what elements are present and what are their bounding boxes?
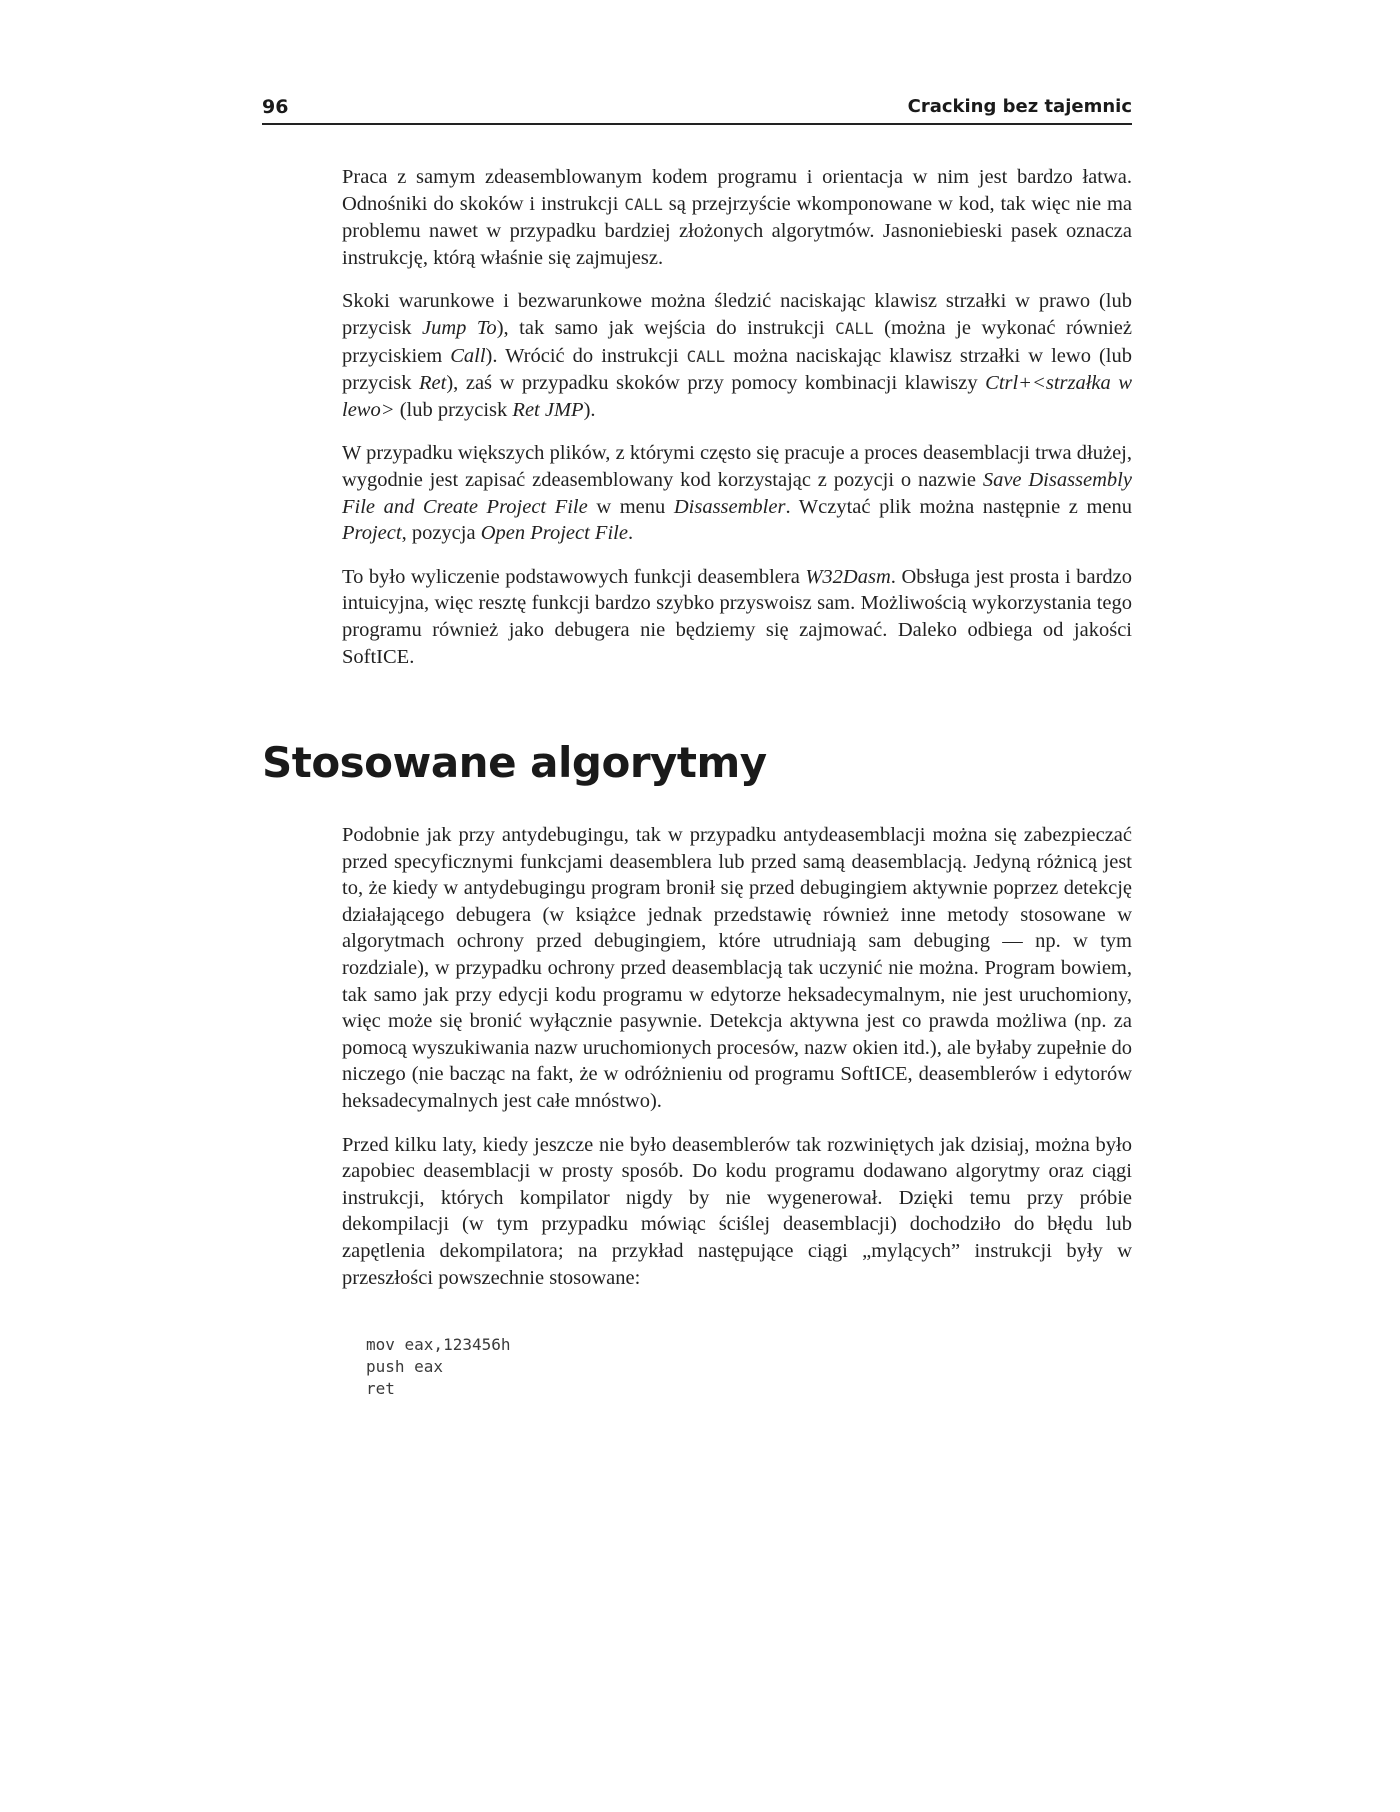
- code-block: [366, 1334, 511, 1400]
- menu-item-save: Save Disassembly File and Create Project File: [342, 468, 1132, 518]
- header-rule: [262, 123, 1132, 125]
- code-line: mov eax,123456h: [366, 1335, 511, 1354]
- section-heading: Stosowane algorytmy: [262, 738, 767, 787]
- program-name-w32dasm: W32Dasm: [805, 565, 891, 588]
- page-number: 96: [262, 96, 289, 118]
- paragraph-antidisassembly: Podobnie jak przy antydebugingu, tak w przypadku antydeasemblacji można się zabezpieczać przed specyficznymi funkcjami deasemblera lub przed samą deasemblacją. Jedyną różnicą jest to, że kiedy w antydebugingu program bronił się przed debugingiem aktywnie poprzez detekcję działającego debugera (w książce jednak przedstawię również inne metody stosowane w algorytmach ochrony przed debugingiem, które utrudniają sam debuging — np. w tym rozdziale), w przypadku ochrony przed deasemblacją tak uczynić nie można. Program bowiem, tak samo jak przy edycji kodu programu w edytorze heksadecymalnym, nie jest uruchomiony, więc może się bronić wyłącznie pasywnie. Detekcja aktywna jest co prawda możliwa (np. za pomocą wyszukiwania nazw uruchomionych procesów, nazw okien itd.), ale byłaby zupełnie do niczego (nie bacząc na fakt, że w odróżnieniu od programu SoftICE, deasemblerów i edytorów heksadecymalnych jest całe mnóstwo).: [342, 824, 1132, 1112]
- code-line: push eax: [366, 1357, 444, 1376]
- button-name-call: Call: [450, 344, 486, 367]
- key-combination: Ctrl+<strzałka w lewo>: [342, 372, 1133, 421]
- section-algorithms-body: [342, 822, 1132, 1308]
- paragraph-jumps: Skoki warunkowe i bezwarunkowe można śledzić naciskając klawisz strzałki w prawo (lub przycisk Jump To), tak samo jak wejścia do instrukcji CALL (można je wykonać również przyciskiem Call). Wrócić do instrukcji CALL można naciskając klawisz strzałki w lewo (lub przycisk Ret), zaś w przypadku skoków przy pomocy kombinacji klawiszy Ctrl+<strzałka w lewo> (lub przycisk Ret JMP).: [342, 290, 1133, 421]
- paragraph-summary: To było wyliczenie podstawowych funkcji deasemblera W32Dasm. Obsługa jest prosta i bardzo intuicyjna, więc resztę funkcji bardzo szybko przyswoisz sam. Możliwością wykorzystania tego programu również jako debugera nie będziemy się zajmować. Daleko odbiega od jakości SoftICE.: [342, 565, 1132, 668]
- running-title: Cracking bez tajemnic: [907, 96, 1132, 117]
- paragraph-save-project: W przypadku większych plików, z którymi często się pracuje a proces deasemblacji trwa dłużej, wygodnie jest zapisać zdeasemblowany kod korzystając z pozycji o nazwie Save Disassembly File and Create Project File w menu Disassembler. Wczytać plik można następnie z menu Project, pozycja Open Project File.: [342, 442, 1132, 545]
- paragraph-history: Przed kilku laty, kiedy jeszcze nie było deasemblerów tak rozwiniętych jak dzisiaj, można było zapobiec deasemblacji w prosty sposób. Do kodu programu dodawano algorytmy oraz ciągi instrukcji, których kompilator nigdy by nie wygenerował. Dzięki temu przy próbie dekompilacji (w tym przypadku mówiąc ściślej deasemblacji) dochodziło do błędu lub zapętlenia dekompilatora; na przykład następujące ciągi „mylących” instrukcji były w przeszłości powszechnie stosowane:: [342, 1133, 1132, 1289]
- menu-item-open-project: Open Project File: [480, 522, 628, 545]
- code-call: CALL: [624, 194, 663, 214]
- button-name-jump-to: Jump To: [421, 316, 497, 339]
- menu-name-disassembler: Disassembler: [673, 495, 786, 518]
- button-name-ret-jmp: Ret JMP: [512, 398, 584, 421]
- section-intro-body: [342, 164, 1132, 687]
- button-name-ret: Ret: [419, 372, 447, 395]
- code-call: CALL: [835, 318, 874, 338]
- menu-name-project: Project: [342, 522, 402, 545]
- code-line: ret: [366, 1379, 395, 1398]
- paragraph-navigation: Praca z samym zdeasemblowanym kodem programu i orientacja w nim jest bardzo łatwa. Odnośniki do skoków i instrukcji CALL są przejrzyście wkomponowane w kod, tak więc nie ma problemu nawet w przypadku bardziej złożonych algorytmów. Jasnoniebieski pasek oznacza instrukcję, którą właśnie się zajmujesz.: [342, 166, 1132, 269]
- code-call: CALL: [686, 346, 726, 366]
